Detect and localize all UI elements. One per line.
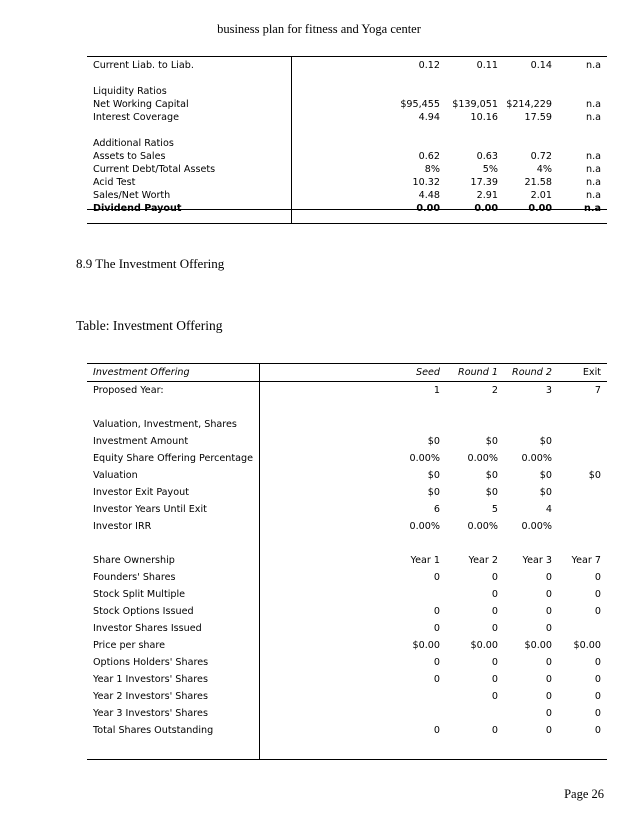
cell-value: 10.32 bbox=[412, 177, 440, 188]
cell-value: 0 bbox=[545, 572, 552, 583]
table-row bbox=[87, 603, 607, 620]
cell-value: 4.48 bbox=[418, 190, 440, 201]
cell-value: 0 bbox=[433, 606, 440, 617]
cell-value: $0 bbox=[539, 487, 552, 498]
table-row bbox=[87, 189, 607, 202]
cell-value: 0 bbox=[491, 606, 498, 617]
row-label: Valuation bbox=[93, 470, 138, 481]
row-label: Share Ownership bbox=[93, 555, 175, 566]
cell-value: 4.94 bbox=[418, 112, 440, 123]
table-row bbox=[87, 137, 607, 150]
section-title: 8.9 The Investment Offering bbox=[76, 256, 225, 271]
cell-value: 0.63 bbox=[476, 151, 498, 162]
cell-value: 7 bbox=[594, 385, 601, 396]
table-row bbox=[87, 399, 607, 416]
cell-value: 0.00% bbox=[521, 521, 552, 532]
table-row bbox=[87, 637, 607, 654]
row-label: Options Holders' Shares bbox=[93, 657, 209, 668]
table-row bbox=[87, 586, 607, 603]
row-label: Additional Ratios bbox=[93, 138, 174, 149]
row-label: Founders' Shares bbox=[93, 572, 176, 583]
cell-value: n.a bbox=[585, 164, 601, 175]
cell-value: 0 bbox=[594, 657, 601, 668]
cell-value: Year 7 bbox=[571, 555, 601, 566]
row-label: Current Liab. to Liab. bbox=[93, 60, 194, 71]
row-label: Stock Split Multiple bbox=[93, 589, 186, 600]
row-label: Investor Exit Payout bbox=[93, 487, 189, 498]
header-exit: Exit bbox=[582, 367, 601, 378]
cell-value: 5% bbox=[482, 164, 498, 175]
cell-value: 0.14 bbox=[530, 60, 552, 71]
cell-value: 4 bbox=[545, 504, 552, 515]
cell-value: 0 bbox=[433, 674, 440, 685]
cell-value: $0.00 bbox=[524, 640, 552, 651]
cell-value: $0 bbox=[485, 487, 498, 498]
cell-value: 0 bbox=[545, 725, 552, 736]
cell-value: Year 1 bbox=[410, 555, 440, 566]
cell-value: 0 bbox=[491, 657, 498, 668]
cell-value: 0.11 bbox=[476, 60, 498, 71]
ratios-table bbox=[87, 56, 607, 224]
cell-value: 0 bbox=[545, 691, 552, 702]
cell-value: $0.00 bbox=[470, 640, 498, 651]
page-header: business plan for fitness and Yoga center bbox=[217, 22, 421, 36]
cell-value: 0 bbox=[594, 606, 601, 617]
cell-value: n.a bbox=[585, 60, 601, 71]
table-caption: Table: Investment Offering bbox=[76, 318, 223, 333]
table-row bbox=[87, 569, 607, 586]
table-row bbox=[87, 654, 607, 671]
table-row bbox=[87, 688, 607, 705]
table-row bbox=[87, 85, 607, 98]
cell-value: 0 bbox=[491, 725, 498, 736]
cell-value: 0 bbox=[545, 674, 552, 685]
cell-value: 0.00% bbox=[409, 453, 440, 464]
cell-value: 0.72 bbox=[530, 151, 552, 162]
table-row bbox=[87, 552, 607, 569]
cell-value: 0 bbox=[594, 674, 601, 685]
table-row bbox=[87, 124, 607, 137]
table-header-row bbox=[87, 364, 607, 381]
table-row bbox=[87, 163, 607, 176]
row-label: Sales/Net Worth bbox=[93, 190, 171, 201]
table-row bbox=[87, 111, 607, 124]
cell-value: 0 bbox=[491, 589, 498, 600]
table-row bbox=[87, 535, 607, 552]
cell-value: $139,051 bbox=[452, 99, 498, 110]
cell-value: 0 bbox=[545, 589, 552, 600]
cell-value: 0 bbox=[594, 691, 601, 702]
cell-value: $0 bbox=[427, 436, 440, 447]
footer-rule bbox=[87, 759, 607, 760]
cell-value: 5 bbox=[491, 504, 498, 515]
table-row bbox=[87, 484, 607, 501]
cell-value: 0 bbox=[594, 572, 601, 583]
cell-value: 0 bbox=[433, 623, 440, 634]
cell-value: 0.00% bbox=[409, 521, 440, 532]
cell-value: $0 bbox=[485, 470, 498, 481]
cell-value: 0.00% bbox=[467, 453, 498, 464]
cell-value: $0 bbox=[539, 436, 552, 447]
row-label: Net Working Capital bbox=[93, 99, 189, 110]
cell-value: n.a bbox=[585, 99, 601, 110]
cell-value: $0 bbox=[485, 436, 498, 447]
cell-value: 0.62 bbox=[418, 151, 440, 162]
row-label: Interest Coverage bbox=[93, 112, 179, 123]
table-row bbox=[87, 59, 607, 72]
cell-value: 0 bbox=[433, 572, 440, 583]
cell-value: 0 bbox=[594, 725, 601, 736]
cell-value: 2.91 bbox=[476, 190, 498, 201]
header-seed: Seed bbox=[416, 367, 440, 378]
row-label: Equity Share Offering Percentage bbox=[93, 453, 253, 464]
cell-value: $0 bbox=[588, 470, 601, 481]
cell-value: n.a bbox=[585, 151, 601, 162]
cell-value: 0 bbox=[433, 725, 440, 736]
row-label: Assets to Sales bbox=[93, 151, 166, 162]
row-label: Year 3 Investors' Shares bbox=[93, 708, 208, 719]
header-label: Investment Offering bbox=[93, 367, 190, 378]
cell-value: n.a bbox=[585, 190, 601, 201]
cell-value: 0 bbox=[545, 657, 552, 668]
cell-value: n.a bbox=[585, 112, 601, 123]
table-row bbox=[87, 150, 607, 163]
cell-value: $0.00 bbox=[412, 640, 440, 651]
row-label: Total Shares Outstanding bbox=[93, 725, 214, 736]
table-row bbox=[87, 518, 607, 535]
table-row bbox=[87, 72, 607, 85]
row-label: Year 2 Investors' Shares bbox=[93, 691, 208, 702]
cell-value: 3 bbox=[545, 385, 552, 396]
table-row bbox=[87, 467, 607, 484]
row-label: Acid Test bbox=[93, 177, 136, 188]
cell-value: 0 bbox=[594, 708, 601, 719]
cell-value: n.a bbox=[585, 177, 601, 188]
cell-value: 0 bbox=[433, 657, 440, 668]
row-label: Investor IRR bbox=[93, 521, 152, 532]
cell-value: 0.00% bbox=[467, 521, 498, 532]
cell-value: 0 bbox=[491, 674, 498, 685]
cell-value: $214,229 bbox=[506, 99, 552, 110]
cell-value: $0 bbox=[539, 470, 552, 481]
cell-value: 0 bbox=[491, 623, 498, 634]
cell-value: $0 bbox=[427, 470, 440, 481]
row-label: Current Debt/Total Assets bbox=[93, 164, 216, 175]
table-row bbox=[87, 705, 607, 722]
cell-value: Year 3 bbox=[522, 555, 552, 566]
cell-value: 0 bbox=[545, 623, 552, 634]
table-top-border bbox=[87, 56, 607, 57]
cell-value: 10.16 bbox=[470, 112, 498, 123]
cell-value: $0 bbox=[427, 487, 440, 498]
row-label: Stock Options Issued bbox=[93, 606, 194, 617]
cell-value: 0 bbox=[491, 572, 498, 583]
cell-value: 0.12 bbox=[418, 60, 440, 71]
cell-value: 21.58 bbox=[524, 177, 552, 188]
cell-value: 0 bbox=[545, 708, 552, 719]
table-row bbox=[87, 416, 607, 433]
cell-value: 0 bbox=[545, 606, 552, 617]
cell-value: 17.39 bbox=[470, 177, 498, 188]
cell-value: $95,455 bbox=[400, 99, 440, 110]
table-row bbox=[87, 433, 607, 450]
table-row bbox=[87, 620, 607, 637]
row-label: Liquidity Ratios bbox=[93, 86, 167, 97]
table-bottom-border bbox=[87, 223, 607, 224]
cell-value: 8% bbox=[424, 164, 440, 175]
table-row bbox=[87, 671, 607, 688]
row-label: Valuation, Investment, Shares bbox=[93, 419, 237, 430]
table-row bbox=[87, 722, 607, 739]
cell-value: 6 bbox=[433, 504, 440, 515]
page-number: Page 26 bbox=[564, 787, 604, 801]
row-label: Investment Amount bbox=[93, 436, 189, 447]
dividend-row-top-border bbox=[87, 209, 607, 210]
header-round-1: Round 1 bbox=[458, 367, 498, 378]
investment-offering-table bbox=[87, 363, 607, 759]
cell-value: 17.59 bbox=[524, 112, 552, 123]
table-row bbox=[87, 98, 607, 111]
cell-value: 2 bbox=[491, 385, 498, 396]
cell-value: 0.00% bbox=[521, 453, 552, 464]
cell-value: 1 bbox=[433, 385, 440, 396]
row-label: Investor Shares Issued bbox=[93, 623, 202, 634]
cell-value: Year 2 bbox=[468, 555, 498, 566]
cell-value: 0 bbox=[491, 691, 498, 702]
table-row bbox=[87, 450, 607, 467]
cell-value: $0.00 bbox=[573, 640, 601, 651]
row-label: Price per share bbox=[93, 640, 166, 651]
cell-value: 0 bbox=[594, 589, 601, 600]
header-round-2: Round 2 bbox=[512, 367, 552, 378]
row-label: Investor Years Until Exit bbox=[93, 504, 207, 515]
table-row bbox=[87, 382, 607, 399]
cell-value: 2.01 bbox=[530, 190, 552, 201]
row-label: Year 1 Investors' Shares bbox=[93, 674, 208, 685]
row-label: Proposed Year: bbox=[93, 385, 164, 396]
table-row bbox=[87, 176, 607, 189]
table-row bbox=[87, 501, 607, 518]
cell-value: 4% bbox=[536, 164, 552, 175]
